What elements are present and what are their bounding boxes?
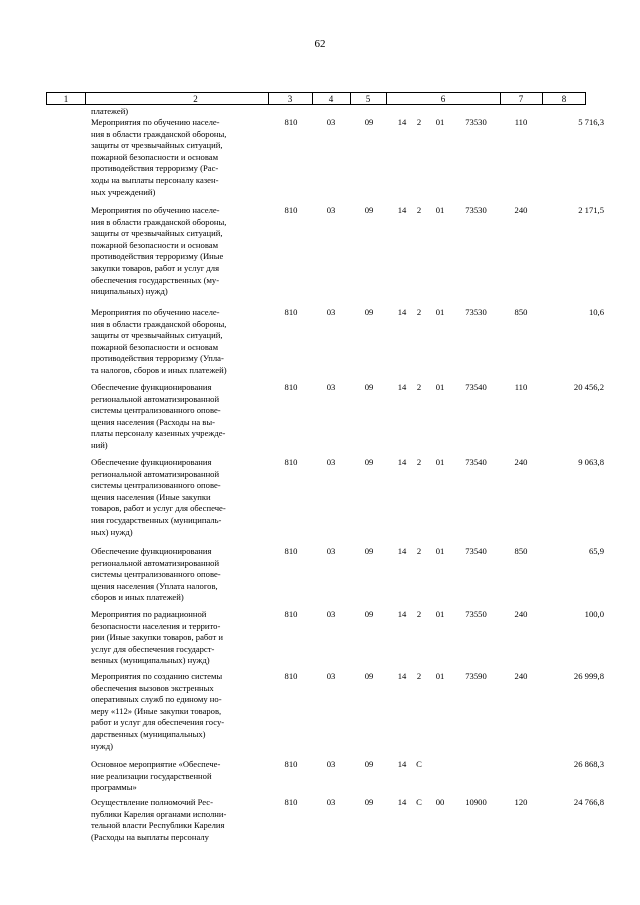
cell-subsection: 09	[364, 797, 374, 807]
cell-amount: 20 456,2	[573, 382, 604, 392]
cell-section: 03	[326, 117, 336, 127]
cell-direction: 73590	[465, 671, 487, 681]
cell-amount: 2 171,5	[578, 205, 604, 215]
cell-main-activity: 01	[435, 117, 445, 127]
row-description: Обеспечение функционирования региональной автоматизированной системы централизованного опове- щения населения (Уплата налогов, сборов и иных платежей)	[91, 546, 221, 603]
table-row	[0, 457, 640, 546]
cell-subprogram: 2	[416, 205, 422, 215]
cell-subsection: 09	[364, 457, 374, 467]
cell-direction: 73530	[465, 117, 487, 127]
table-row	[0, 797, 640, 847]
cell-ministry: 810	[284, 759, 298, 769]
table-row	[0, 759, 640, 797]
cell-subprogram: С	[416, 759, 422, 769]
cell-expense-type: 850	[514, 546, 528, 556]
table-row	[0, 307, 640, 382]
table-header	[46, 92, 586, 105]
cell-subsection: 09	[364, 759, 374, 769]
cell-subprogram: 2	[416, 382, 422, 392]
table-row	[0, 106, 640, 117]
cell-subprogram: 2	[416, 457, 422, 467]
row-description: Обеспечение функционирования региональной автоматизированной системы централизованного опове- щения населения (Расходы на вы- платы персоналу казенных учрежде- ний)	[91, 382, 226, 450]
cell-ministry: 810	[284, 205, 298, 215]
row-description: Основное мероприятие «Обеспече- ние реализации государственной программы»	[91, 759, 221, 793]
header-col-4: 4	[328, 94, 334, 104]
cell-direction: 73540	[465, 457, 487, 467]
row-description: платежей)	[91, 106, 129, 116]
cell-program: 14	[397, 609, 407, 619]
cell-main-activity: 01	[435, 546, 445, 556]
cell-program: 14	[397, 307, 407, 317]
table-row	[0, 609, 640, 671]
table-row	[0, 117, 640, 205]
header-col-6: 6	[440, 94, 446, 104]
cell-expense-type: 850	[514, 307, 528, 317]
row-description: Обеспечение функционирования региональной автоматизированной системы централизованного опове- щения населения (Иные закупки товаров, работ и услуг для обеспече- ния государственных (муниципаль- ных) нужд)	[91, 457, 226, 537]
cell-expense-type: 120	[514, 797, 528, 807]
cell-subsection: 09	[364, 671, 374, 681]
cell-main-activity: 01	[435, 382, 445, 392]
cell-section: 03	[326, 307, 336, 317]
cell-main-activity: 00	[435, 797, 445, 807]
cell-subsection: 09	[364, 382, 374, 392]
row-description: Мероприятия по радиационной безопасности населения и террито- рии (Иные закупки товаров, работ и услуг для обеспечения государст- венных (муниципальных) нужд)	[91, 609, 223, 666]
table-row	[0, 546, 640, 609]
page-number: 62	[314, 38, 326, 50]
cell-expense-type: 240	[514, 609, 528, 619]
cell-amount: 10,6	[588, 307, 604, 317]
cell-direction: 73550	[465, 609, 487, 619]
cell-program: 14	[397, 457, 407, 467]
cell-program: 14	[397, 759, 407, 769]
table-row	[0, 671, 640, 759]
cell-amount: 24 766,8	[573, 797, 604, 807]
cell-direction: 73530	[465, 307, 487, 317]
cell-ministry: 810	[284, 609, 298, 619]
cell-main-activity: 01	[435, 609, 445, 619]
cell-expense-type: 110	[514, 382, 528, 392]
cell-subprogram: 2	[416, 117, 422, 127]
cell-ministry: 810	[284, 117, 298, 127]
cell-main-activity: 01	[435, 307, 445, 317]
table-row	[0, 205, 640, 307]
cell-ministry: 810	[284, 307, 298, 317]
header-col-7: 7	[518, 94, 524, 104]
cell-section: 03	[326, 205, 336, 215]
cell-subprogram: С	[416, 797, 422, 807]
cell-subsection: 09	[364, 609, 374, 619]
cell-program: 14	[397, 117, 407, 127]
header-col-8: 8	[561, 94, 567, 104]
cell-ministry: 810	[284, 546, 298, 556]
cell-subprogram: 2	[416, 307, 422, 317]
cell-amount: 26 868,3	[573, 759, 604, 769]
cell-section: 03	[326, 382, 336, 392]
cell-section: 03	[326, 759, 336, 769]
cell-program: 14	[397, 546, 407, 556]
cell-main-activity: 01	[435, 457, 445, 467]
row-description: Мероприятия по обучению населе- ния в области гражданской обороны, защиты от чрезвычайных ситуаций, пожарной безопасности и основам противодействия терроризму (Рас- ходы на выплаты персоналу казен- ных учреждений)	[91, 117, 227, 197]
cell-subsection: 09	[364, 117, 374, 127]
header-col-5: 5	[365, 94, 371, 104]
cell-amount: 100,0	[584, 609, 604, 619]
cell-amount: 9 063,8	[578, 457, 604, 467]
cell-amount: 5 716,3	[578, 117, 604, 127]
cell-expense-type: 240	[514, 457, 528, 467]
cell-ministry: 810	[284, 457, 298, 467]
cell-ministry: 810	[284, 382, 298, 392]
row-description: Мероприятия по созданию системы обеспечения вызовов экстренных оперативных служб по единому но- меру «112» (Иные закупки товаров, работ и услуг для обеспечения госу- дарственных (муниципальных) нужд)	[91, 671, 225, 751]
cell-subprogram: 2	[416, 609, 422, 619]
cell-main-activity: 01	[435, 205, 445, 215]
header-col-2: 2	[193, 94, 198, 104]
cell-section: 03	[326, 546, 336, 556]
cell-expense-type: 110	[514, 117, 528, 127]
row-description: Мероприятия по обучению населе- ния в области гражданской обороны, защиты от чрезвычайных ситуаций, пожарной безопасности и основам противодействия терроризму (Иные закупки товаров, работ и услуг для обеспечения государственных (му- ниципальных) нужд)	[91, 205, 227, 297]
table-body	[0, 106, 640, 847]
cell-section: 03	[326, 797, 336, 807]
header-col-3: 3	[287, 94, 293, 104]
header-col-1: 1	[63, 94, 69, 104]
cell-amount: 26 999,8	[573, 671, 604, 681]
cell-expense-type: 240	[514, 205, 528, 215]
cell-subsection: 09	[364, 205, 374, 215]
cell-program: 14	[397, 797, 407, 807]
table-row	[0, 382, 640, 457]
cell-ministry: 810	[284, 797, 298, 807]
cell-section: 03	[326, 457, 336, 467]
cell-amount: 65,9	[588, 546, 604, 556]
cell-main-activity: 01	[435, 671, 445, 681]
cell-program: 14	[397, 671, 407, 681]
cell-direction: 73530	[465, 205, 487, 215]
row-description: Мероприятия по обучению населе- ния в области гражданской обороны, защиты от чрезвычайных ситуаций, пожарной безопасности и основам противодействия терроризму (Упла- та налогов, сборов и иных платежей)	[91, 307, 227, 375]
cell-expense-type: 240	[514, 671, 528, 681]
cell-subsection: 09	[364, 546, 374, 556]
cell-direction: 73540	[465, 546, 487, 556]
cell-subsection: 09	[364, 307, 374, 317]
cell-program: 14	[397, 205, 407, 215]
cell-subprogram: 2	[416, 671, 422, 681]
cell-direction: 10900	[465, 797, 487, 807]
cell-subprogram: 2	[416, 546, 422, 556]
cell-ministry: 810	[284, 671, 298, 681]
cell-program: 14	[397, 382, 407, 392]
cell-direction: 73540	[465, 382, 487, 392]
row-description: Осуществление полномочий Рес- публики Карелия органами исполни- тельной власти Республики Карелия (Расходы на выплаты персоналу	[91, 797, 227, 842]
cell-section: 03	[326, 671, 336, 681]
cell-section: 03	[326, 609, 336, 619]
